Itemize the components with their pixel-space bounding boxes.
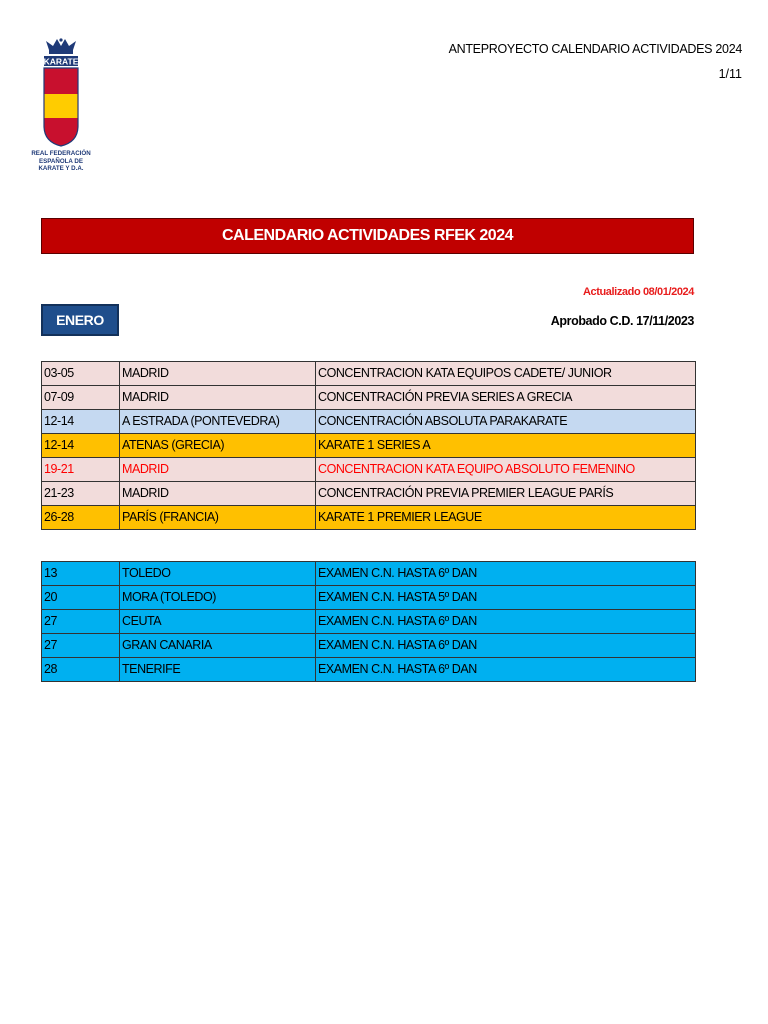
logo-caption: REAL FEDERACIÓN ESPAÑOLA DE KARATE Y D.A. (31, 150, 91, 172)
date-cell: 27 (42, 610, 120, 634)
place-cell: MORA (TOLEDO) (120, 586, 316, 610)
approved-date: Aprobado C.D. 17/11/2023 (550, 314, 694, 328)
document-header-title: ANTEPROYECTO CALENDARIO ACTIVIDADES 2024 (448, 42, 742, 56)
place-cell: MADRID (120, 362, 316, 386)
place-cell: TOLEDO (120, 562, 316, 586)
date-cell: 13 (42, 562, 120, 586)
place-cell: CEUTA (120, 610, 316, 634)
table-row (42, 434, 696, 458)
place-cell: PARÍS (FRANCIA) (120, 506, 316, 530)
event-cell: CONCENTRACIÓN PREVIA SERIES A GRECIA (316, 386, 696, 410)
table-row (42, 362, 696, 386)
event-cell: EXAMEN C.N. HASTA 6º DAN (316, 562, 696, 586)
event-cell: KARATE 1 SERIES A (316, 434, 696, 458)
table-row (42, 658, 696, 682)
month-label: ENERO (41, 304, 119, 336)
crown-shield-icon (26, 38, 96, 150)
event-cell: KARATE 1 PREMIER LEAGUE (316, 506, 696, 530)
exams-table (41, 561, 696, 682)
event-cell: EXAMEN C.N. HASTA 6º DAN (316, 610, 696, 634)
event-cell: CONCENTRACION KATA EQUIPOS CADETE/ JUNIOR (316, 362, 696, 386)
page-number: 1/11 (718, 67, 742, 81)
date-cell: 12-14 (42, 410, 120, 434)
table-row (42, 386, 696, 410)
table-row (42, 610, 696, 634)
date-cell: 21-23 (42, 482, 120, 506)
place-cell: ATENAS (GRECIA) (120, 434, 316, 458)
event-cell: CONCENTRACIÓN ABSOLUTA PARAKARATE (316, 410, 696, 434)
place-cell: MADRID (120, 386, 316, 410)
date-cell: 28 (42, 658, 120, 682)
event-cell: EXAMEN C.N. HASTA 6º DAN (316, 634, 696, 658)
event-cell: EXAMEN C.N. HASTA 6º DAN (316, 658, 696, 682)
date-cell: 19-21 (42, 458, 120, 482)
logo-word: KARATE (43, 56, 79, 67)
table-row (42, 410, 696, 434)
calendar-title: CALENDARIO ACTIVIDADES RFEK 2024 (221, 227, 513, 244)
place-cell: MADRID (120, 458, 316, 482)
updated-date: Actualizado 08/01/2024 (582, 286, 694, 298)
event-cell: CONCENTRACION KATA EQUIPO ABSOLUTO FEMENINO (316, 458, 696, 482)
table-row (42, 586, 696, 610)
table-row (42, 562, 696, 586)
place-cell: TENERIFE (120, 658, 316, 682)
date-cell: 27 (42, 634, 120, 658)
table-row (42, 482, 696, 506)
date-cell: 07-09 (42, 386, 120, 410)
date-cell: 12-14 (42, 434, 120, 458)
calendar-title-banner (41, 218, 694, 254)
table-row (42, 458, 696, 482)
activities-table (41, 361, 696, 530)
rfek-logo (26, 38, 96, 173)
table-row (42, 506, 696, 530)
place-cell: MADRID (120, 482, 316, 506)
date-cell: 26-28 (42, 506, 120, 530)
date-cell: 03-05 (42, 362, 120, 386)
date-cell: 20 (42, 586, 120, 610)
event-cell: CONCENTRACIÓN PREVIA PREMIER LEAGUE PARÍS (316, 482, 696, 506)
place-cell: GRAN CANARIA (120, 634, 316, 658)
place-cell: A ESTRADA (PONTEVEDRA) (120, 410, 316, 434)
event-cell: EXAMEN C.N. HASTA 5º DAN (316, 586, 696, 610)
table-row (42, 634, 696, 658)
